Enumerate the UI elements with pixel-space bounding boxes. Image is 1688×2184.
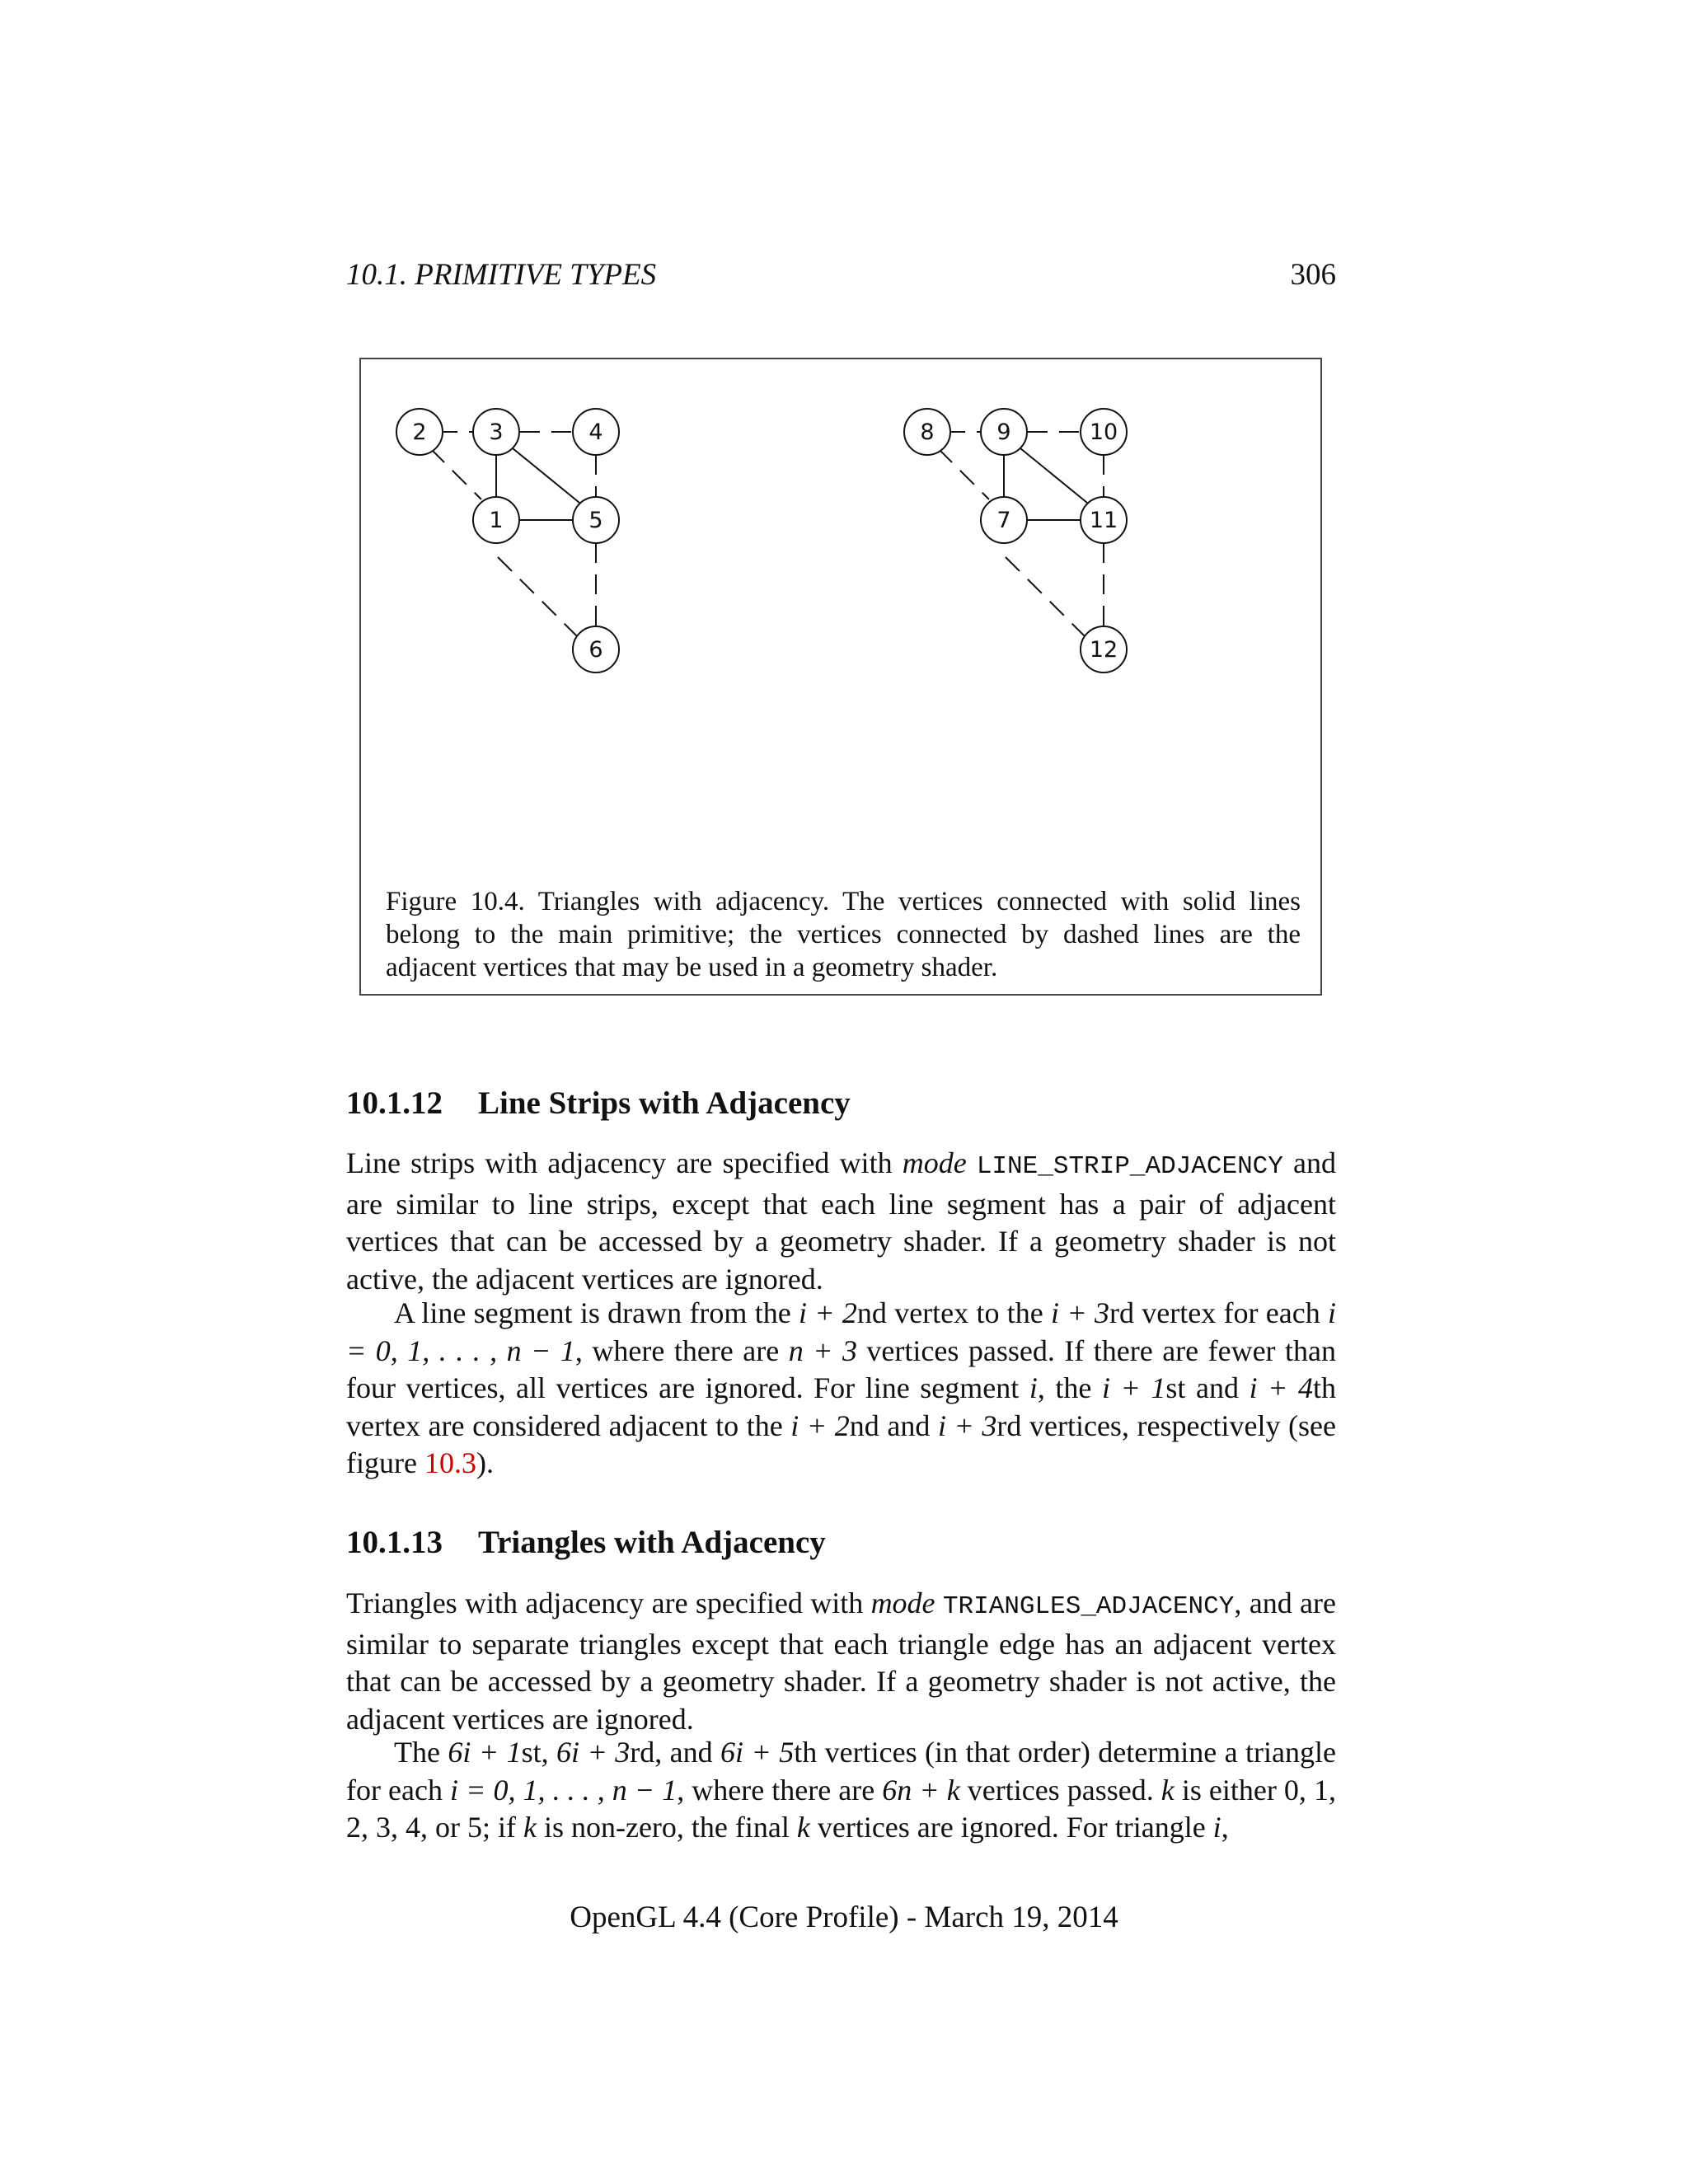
- edge-9-11: [1020, 448, 1087, 503]
- page-number: 306: [1290, 258, 1336, 292]
- code-line-strip-adjacency: LINE_STRIP_ADJACENCY: [976, 1152, 1283, 1181]
- vertex-label-2: 2: [412, 419, 427, 445]
- paragraph-line-strips-intro: Line strips with adjacency are specified with mode LINE_STRIP_ADJACENCY and are similar to line strips, except that each line segment has a pair of adjacent vertices that can be accessed by a geometry shader. If a geometry shader is not active, the adjacent vertices are ignored.: [346, 1146, 1337, 1296]
- edge-8-7: [938, 448, 989, 499]
- paragraph-line-segment: A line segment is drawn from the i + 2nd vertex to the i + 3rd vertex for each i = 0, 1, . . . , n − 1, where there are n + 3 vertices passed. If there are fewer than four vertices, all vertices are ignored. For line segment i, the i + 1st and i + 4th vertex are considered adjacent to the i + 2nd and i + 3rd vertices, respectively (see figure 10.3).: [346, 1296, 1337, 1480]
- section-number: 10.1.12: [346, 1085, 443, 1121]
- figure-caption: Figure 10.4. Triangles with adjacency. The vertices connected with solid lines belong to the main primitive; the vertices connected by dashed lines are the adjacent vertices that may be used in a geometry shader.: [386, 887, 1301, 982]
- vertex-label-8: 8: [920, 419, 935, 445]
- vertex-label-10: 10: [1089, 419, 1118, 445]
- edge-2-1: [430, 448, 481, 499]
- adjacency-diagram: [361, 359, 1324, 821]
- vertex-label-11: 11: [1089, 508, 1118, 533]
- vertex-label-1: 1: [489, 508, 504, 533]
- vertex-label-12: 12: [1089, 637, 1118, 663]
- edge-3-5: [513, 448, 579, 503]
- vertex-label-3: 3: [489, 419, 504, 445]
- vertex-label-6: 6: [588, 637, 603, 663]
- vertex-label-7: 7: [996, 508, 1011, 533]
- page-footer: OpenGL 4.4 (Core Profile) - March 19, 2014: [570, 1900, 1118, 1934]
- paragraph-triangles-intro: Triangles with adjacency are specified with mode TRIANGLES_ADJACENCY, and are similar to separate triangles except that each triangle edge has an adjacent vertex that can be accessed by a geometry shader. If a geometry shader is not active, the adjacent vertices are ignored.: [346, 1586, 1336, 1736]
- section-title: Triangles with Adjacency: [478, 1525, 826, 1560]
- section-title: Line Strips with Adjacency: [478, 1085, 851, 1121]
- figure-10-3-link[interactable]: 10.3: [424, 1446, 476, 1480]
- figure-10-4: [359, 358, 1322, 996]
- section-heading-10-1-12: [346, 1085, 851, 1122]
- vertex-label-9: 9: [996, 419, 1011, 445]
- edge-1-6: [498, 557, 579, 638]
- code-triangles-adjacency: TRIANGLES_ADJACENCY: [942, 1592, 1235, 1621]
- edge-7-12: [1006, 557, 1086, 638]
- section-heading-10-1-13: [346, 1524, 826, 1561]
- running-header-section: 10.1. PRIMITIVE TYPES: [346, 258, 657, 292]
- section-number: 10.1.13: [346, 1525, 443, 1560]
- paragraph-triangle-vertices: The 6i + 1st, 6i + 3rd, and 6i + 5th vertices (in that order) determine a triangle for each i = 0, 1, . . . , n − 1, where there are 6n + k vertices passed. k is either 0, 1, 2, 3, 4, or 5; if k is non-zero, the final k vertices are ignored. For triangle i,: [346, 1736, 1336, 1844]
- vertex-label-5: 5: [588, 508, 603, 533]
- vertex-label-4: 4: [588, 419, 603, 445]
